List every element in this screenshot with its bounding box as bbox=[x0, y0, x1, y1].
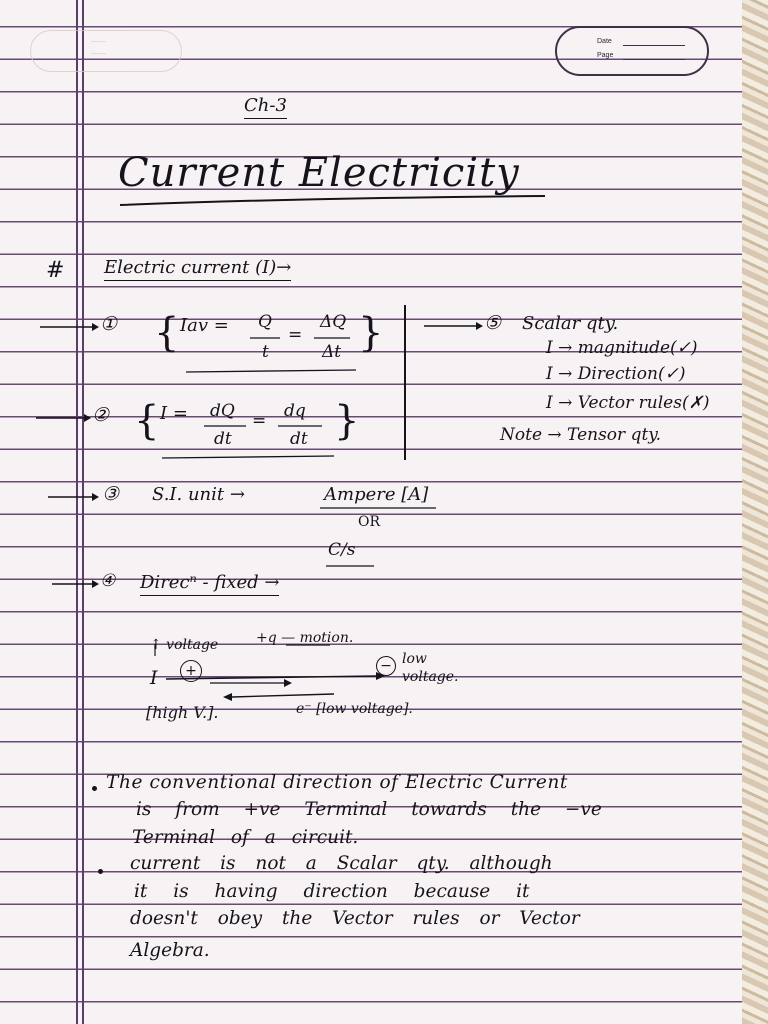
point-2-number: ② bbox=[92, 404, 110, 426]
point-2-num2: dq bbox=[284, 401, 306, 421]
point-1-number: ① bbox=[100, 313, 118, 335]
chapter-number: Ch-3 bbox=[244, 96, 287, 119]
point-5-line-2: I → Direction(✓) bbox=[546, 364, 686, 384]
diagram-current-label: I bbox=[150, 667, 158, 689]
note-2-line-1: current is not a Scalar qty. although bbox=[130, 853, 553, 874]
note-1-bullet bbox=[92, 786, 97, 791]
section-heading: Electric current (I)→ bbox=[104, 258, 291, 281]
point-1-den1: t bbox=[262, 342, 269, 362]
note-2-line-2: it is having direction because it bbox=[134, 881, 530, 902]
point-3-number: ③ bbox=[102, 483, 120, 505]
note-2-line-3: doesn't obey the Vector rules or Vector bbox=[130, 908, 580, 929]
point-3-or: OR bbox=[358, 514, 381, 530]
point-1-den2: Δt bbox=[322, 342, 342, 362]
point-5-text: Scalar qty. bbox=[522, 313, 619, 334]
page-label: Page bbox=[597, 52, 614, 59]
note-1-line-2: is from +ve Terminal towards the −ve bbox=[136, 799, 602, 820]
notebook-brand-logo: ─── ─── bbox=[30, 30, 182, 72]
point-5-line-1: I → magnitude(✓) bbox=[546, 338, 698, 358]
point-5-number: ⑤ bbox=[484, 312, 502, 334]
point-2-lhs: I = bbox=[160, 403, 188, 424]
point-3-unit: Ampere [A] bbox=[324, 484, 429, 505]
plus-terminal-icon: + bbox=[180, 660, 202, 682]
notebook-edge bbox=[742, 0, 768, 1024]
point-3-text: S.I. unit → bbox=[152, 484, 245, 505]
point-1-num1: Q bbox=[258, 312, 272, 332]
point-1-eq: = bbox=[288, 325, 303, 345]
diagram-high-voltage-top: ↑ voltage bbox=[150, 637, 219, 653]
point-5-note: Note → Tensor qty. bbox=[500, 425, 662, 445]
point-5-line-3: I → Vector rules(✗) bbox=[546, 393, 710, 413]
point-1-brace-close: } bbox=[358, 310, 384, 356]
note-2-bullet bbox=[98, 869, 103, 874]
point-4-number: ④ bbox=[100, 571, 116, 591]
point-1-lhs: Iav = bbox=[180, 315, 229, 336]
diagram-high-voltage-bottom: [high V.]. bbox=[146, 703, 219, 722]
page-title: Current Electricity bbox=[118, 150, 520, 196]
diagram-low-voltage: low voltage. bbox=[402, 651, 459, 686]
diagram-charge-motion: +q — motion. bbox=[256, 630, 354, 646]
note-1-line-1: The conventional direction of Electric Current bbox=[106, 772, 568, 793]
diagram-electron-label: e⁻ [low voltage]. bbox=[296, 701, 413, 717]
note-1-line-3: Terminal of a circuit. bbox=[132, 827, 359, 848]
point-2-den2: dt bbox=[290, 429, 308, 449]
point-1-brace-open: { bbox=[154, 310, 180, 356]
point-2-den1: dt bbox=[214, 429, 232, 449]
point-2-num1: dQ bbox=[210, 401, 235, 421]
point-2-brace-open: { bbox=[134, 398, 160, 444]
point-4-text: Direcⁿ - fixed → bbox=[140, 573, 279, 596]
point-3-alt: C/s bbox=[328, 540, 356, 560]
section-marker: # bbox=[46, 258, 65, 283]
point-2-brace-close: } bbox=[334, 398, 360, 444]
date-label: Date bbox=[597, 38, 612, 45]
point-2-eq: = bbox=[252, 411, 267, 431]
note-2-line-4: Algebra. bbox=[130, 940, 210, 961]
minus-terminal-icon: − bbox=[376, 656, 396, 676]
point-1-num2: ΔQ bbox=[320, 312, 347, 332]
